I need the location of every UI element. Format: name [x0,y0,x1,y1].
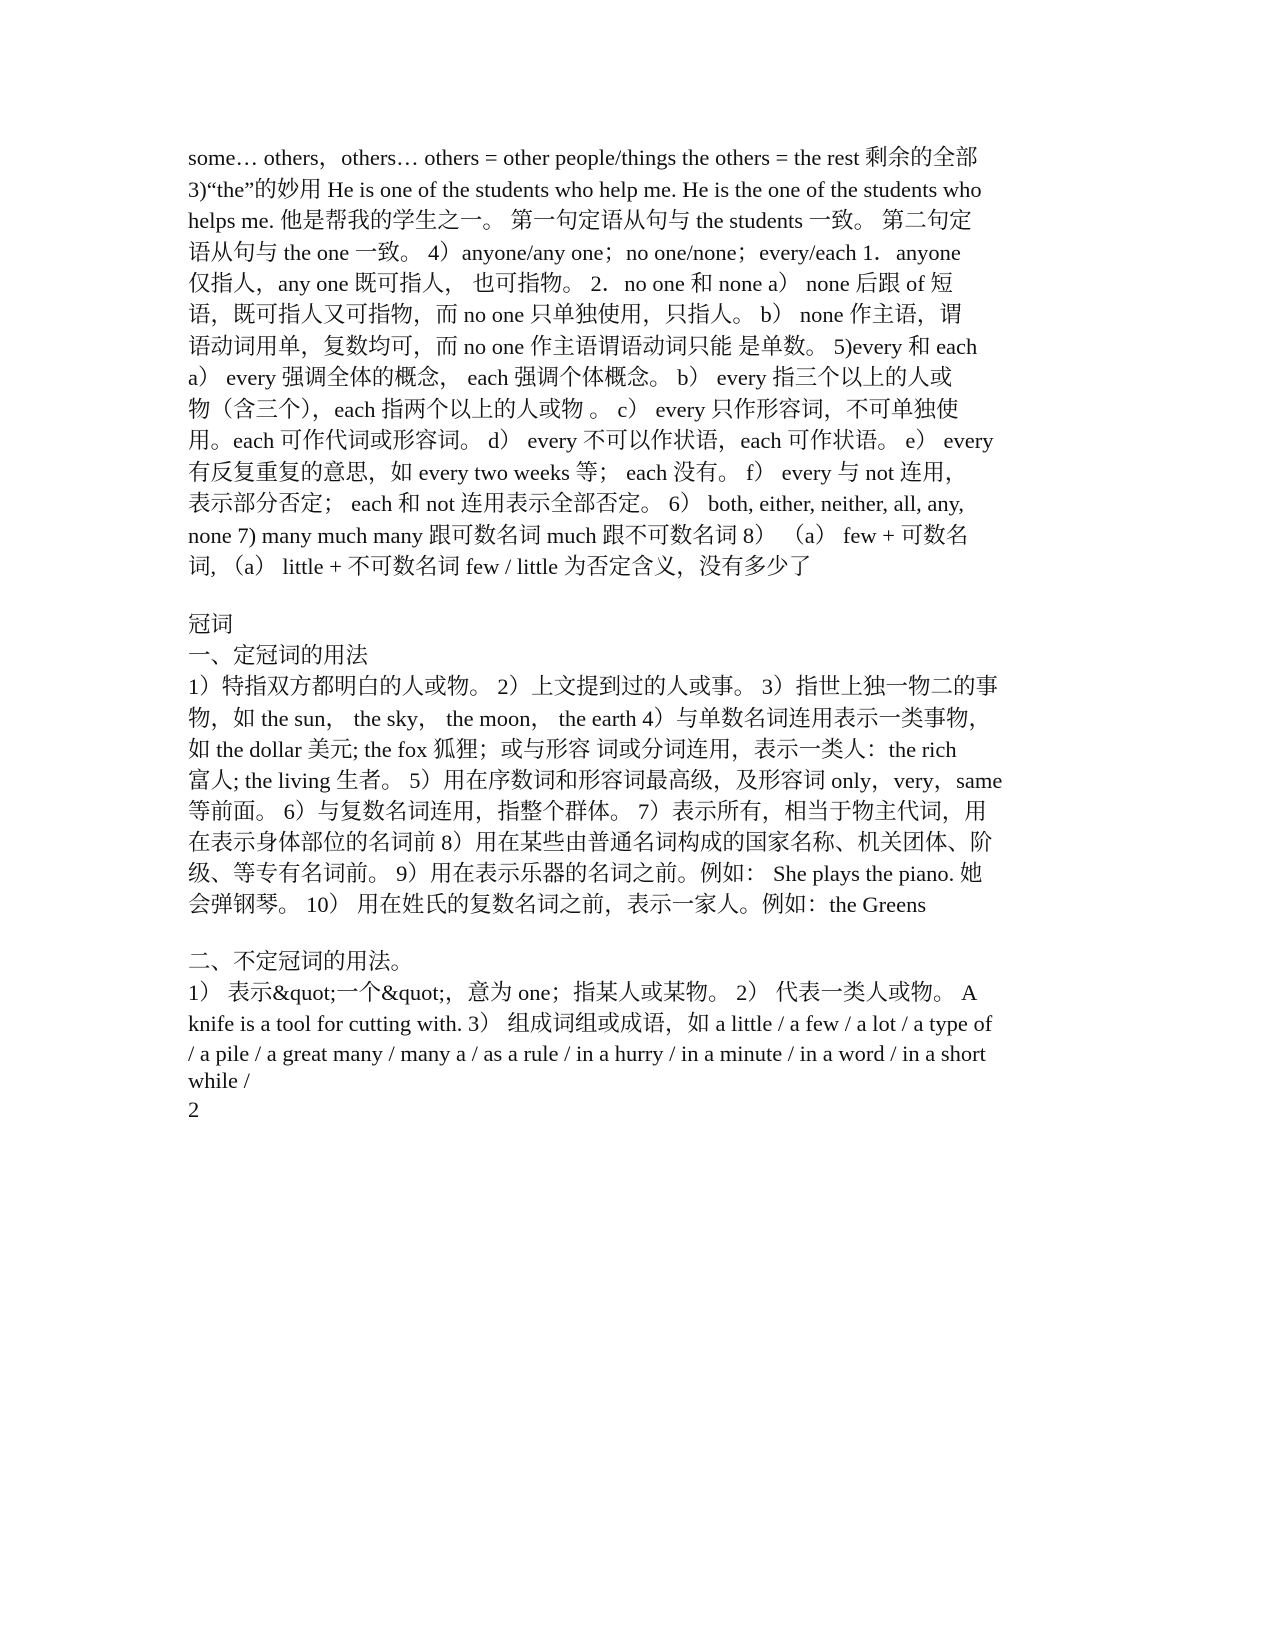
page-number: 2 [188,1097,200,1122]
text-line: 1）特指双方都明白的人或物。 2）上文提到过的人或事。 3）指世上独一物二的事 [188,674,999,699]
text-line: 词, （a） little + 不可数名词 few / little 为否定含义，没有多少了 [188,554,812,579]
text-line: some… others，others… others = other people/things the others = the rest 剩余的全部 [188,145,978,170]
text-line: 级、等专有名词前。 9）用在表示乐器的名词之前。例如： She plays the piano. 她 [188,861,983,886]
text-line: 物，如 the sun， the sky， the moon， the earth 4）与单数名词连用表示一类事物， [188,706,992,731]
text-line: while / [188,1068,250,1093]
text-line: helps me. 他是帮我的学生之一。 第一句定语从句与 the students 一致。 第二句定 [188,208,972,233]
text-line: 语从句与 the one 一致。 4）anyone/any one；no one/none；every/each 1．anyone [188,240,961,265]
text-line: 会弹钢琴。 10） 用在姓氏的复数名词之前，表示一家人。例如：the Greens [188,892,927,917]
text-line: 表示部分否定； each 和 not 连用表示全部否定。 6） both, either, neither, all, any, [188,491,964,516]
text-line: 等前面。 6）与复数名词连用，指整个群体。 7）表示所有，相当于物主代词，用 [188,799,987,824]
text-line: 有反复重复的意思，如 every two weeks 等； each 没有。 f） every 与 not 连用， [188,460,968,485]
subsection-heading: 一、定冠词的用法 [188,643,369,668]
text-line: 物（含三个），each 指两个以上的人或物 。 c） every 只作形容词，不可单独使 [188,397,959,422]
text-line: 语动词用单，复数均可，而 no one 作主语谓语动词只能 是单数。 5)every 和 each [188,334,978,359]
subsection-heading: 二、不定冠词的用法。 [188,949,414,974]
text-line: 仅指人，any one 既可指人， 也可指物。 2．no one 和 none a） none 后跟 of 短 [188,271,953,296]
text-line: 富人; the living 生者。 5）用在序数词和形容词最高级，及形容词 only，very，same [188,768,1003,793]
text-line: 用。each 可作代词或形容词。 d） every 不可以作状语，each 可作状语。 e） every [188,428,994,453]
text-line: 1） 表示&quot;一个&quot;，意为 one；指某人或某物。 2） 代表一类人或物。 A [188,980,978,1005]
section-heading: 冠词 [188,612,234,637]
text-line: 如 the dollar 美元; the fox 狐狸；或与形容 词或分词连用，表示一类人：the rich [188,737,957,762]
text-line: none 7) many much many 跟可数名词 much 跟不可数名词 8） （a） few + 可数名 [188,523,969,548]
text-line: knife is a tool for cutting with. 3） 组成词组或成语，如 a little / a few / a lot / a type of [188,1011,993,1036]
text-line: / a pile / a great many / many a / as a rule / in a hurry / in a minute / in a word / in a short [188,1041,986,1066]
text-line: 在表示身体部位的名词前 8）用在某些由普通名词构成的国家名称、机关团体、阶 [188,830,993,855]
text-line: 语，既可指人又可指物，而 no one 只单独使用，只指人。 b） none 作主语，谓 [188,302,962,327]
text-line: 3)“the”的妙用 He is one of the students who help me. He is the one of the students who [188,177,982,202]
text-line: a） every 强调全体的概念， each 强调个体概念。 b） every 指三个以上的人或 [188,365,953,390]
